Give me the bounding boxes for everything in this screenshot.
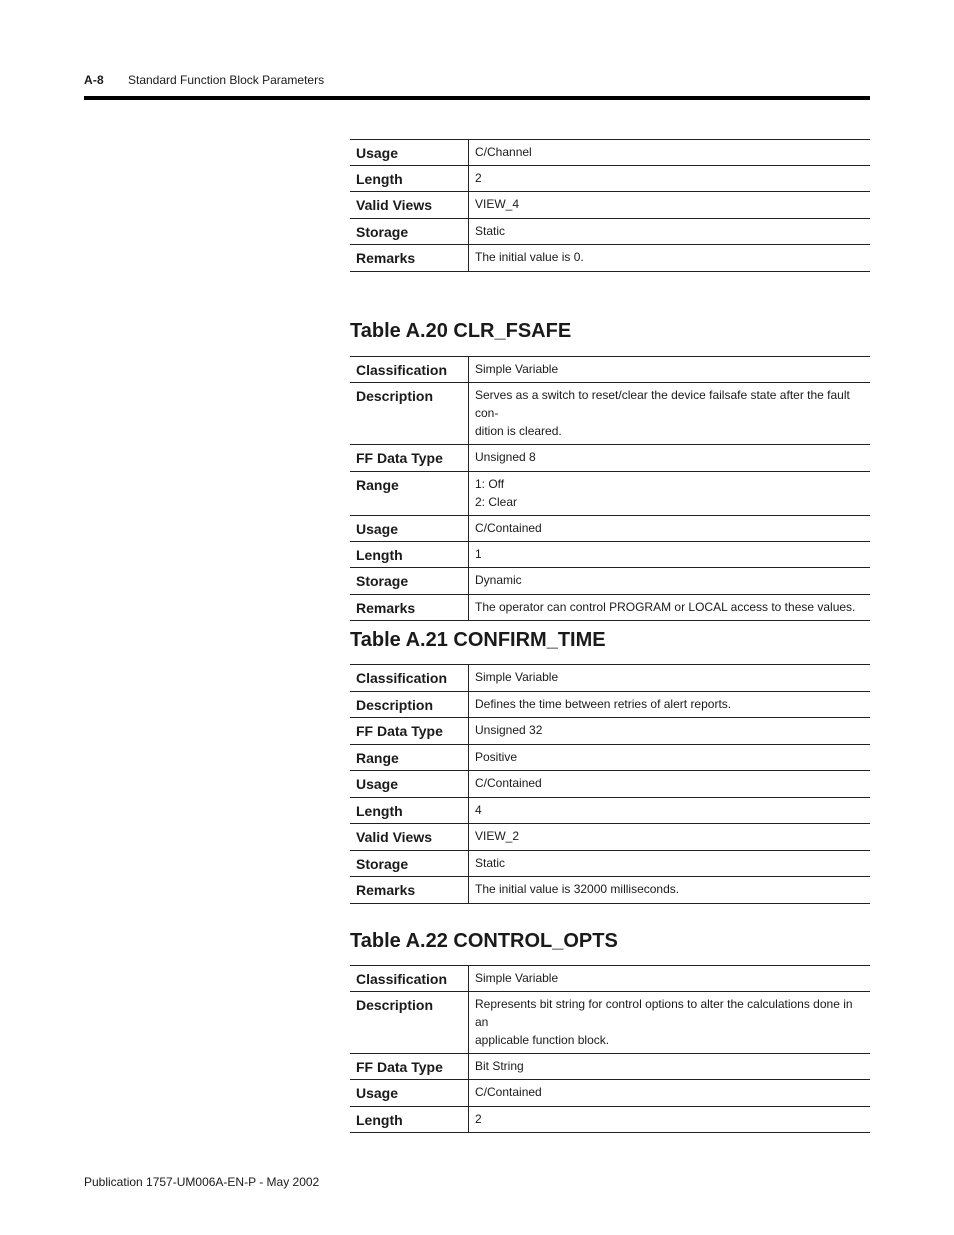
table-row <box>350 1054 870 1080</box>
param-key: Range <box>350 745 469 771</box>
param-value: Simple Variable <box>469 966 871 992</box>
table-row <box>350 824 870 851</box>
table-row <box>350 877 870 904</box>
param-value: 4 <box>469 798 871 824</box>
table-title-control-opts: Table A.22 CONTROL_OPTS <box>350 930 618 952</box>
table-row <box>350 1080 870 1107</box>
param-table-confirm-time <box>350 664 870 904</box>
param-value: C/Contained <box>469 1080 871 1107</box>
param-key: Classification <box>350 357 469 383</box>
table-row <box>350 383 870 445</box>
param-value: 2 <box>469 1107 871 1133</box>
table-row <box>350 140 870 166</box>
param-value: Positive <box>469 745 871 771</box>
param-value: Dynamic <box>469 568 871 595</box>
param-key: FF Data Type <box>350 718 469 745</box>
param-key: Storage <box>350 219 469 245</box>
table-row <box>350 516 870 542</box>
param-value: Serves as a switch to reset/clear the device failsafe state after the fault con- dition is cleared. <box>469 383 871 445</box>
table-row <box>350 166 870 192</box>
table-row <box>350 245 870 272</box>
param-value: VIEW_2 <box>469 824 871 851</box>
header-rule <box>84 96 870 100</box>
param-key: Usage <box>350 516 469 542</box>
table-title-clr-fsafe: Table A.20 CLR_FSAFE <box>350 320 572 342</box>
param-key: Valid Views <box>350 192 469 219</box>
table-row <box>350 992 870 1054</box>
table-title-confirm-time: Table A.21 CONFIRM_TIME <box>350 629 606 651</box>
param-value: C/Channel <box>469 140 871 166</box>
param-key: Length <box>350 542 469 568</box>
param-key: Remarks <box>350 245 469 272</box>
param-value: 1: Off 2: Clear <box>469 472 871 516</box>
param-value: Static <box>469 219 871 245</box>
param-key: Length <box>350 166 469 192</box>
table-row <box>350 357 870 383</box>
table-row <box>350 445 870 472</box>
param-key: Usage <box>350 771 469 798</box>
param-key: Length <box>350 798 469 824</box>
param-key: Storage <box>350 568 469 595</box>
param-key: Usage <box>350 140 469 166</box>
param-key: Classification <box>350 966 469 992</box>
table-row <box>350 851 870 877</box>
param-value: 2 <box>469 166 871 192</box>
param-key: Usage <box>350 1080 469 1107</box>
publication-footer: Publication 1757-UM006A-EN-P - May 2002 <box>84 1175 320 1189</box>
table-row <box>350 472 870 516</box>
param-value: Simple Variable <box>469 357 871 383</box>
table-row <box>350 745 870 771</box>
param-key: Valid Views <box>350 824 469 851</box>
table-row <box>350 692 870 718</box>
param-key: Description <box>350 383 469 445</box>
table-row <box>350 595 870 621</box>
param-key: FF Data Type <box>350 1054 469 1080</box>
table-row <box>350 1107 870 1133</box>
table-row <box>350 568 870 595</box>
param-key: Description <box>350 992 469 1054</box>
param-key: FF Data Type <box>350 445 469 472</box>
param-value: The initial value is 32000 milliseconds. <box>469 877 871 904</box>
table-row <box>350 219 870 245</box>
param-key: Range <box>350 472 469 516</box>
table-row <box>350 192 870 219</box>
param-value: Static <box>469 851 871 877</box>
page-header <box>84 73 325 87</box>
table-row <box>350 542 870 568</box>
param-key: Classification <box>350 665 469 692</box>
param-value: Defines the time between retries of alert reports. <box>469 692 871 718</box>
param-key: Description <box>350 692 469 718</box>
table-row <box>350 966 870 992</box>
param-value: The operator can control PROGRAM or LOCAL access to these values. <box>469 595 871 621</box>
param-value: C/Contained <box>469 516 871 542</box>
table-row <box>350 798 870 824</box>
param-value: Bit String <box>469 1054 871 1080</box>
page-number: A-8 <box>84 73 104 87</box>
table-row <box>350 718 870 745</box>
param-key: Remarks <box>350 877 469 904</box>
param-table-control-opts <box>350 965 870 1133</box>
param-value: C/Contained <box>469 771 871 798</box>
param-value: Unsigned 32 <box>469 718 871 745</box>
param-table-clr-fsafe <box>350 356 870 621</box>
table-row <box>350 665 870 692</box>
param-key: Length <box>350 1107 469 1133</box>
param-value: Simple Variable <box>469 665 871 692</box>
table-row <box>350 771 870 798</box>
param-value: The initial value is 0. <box>469 245 871 272</box>
param-key: Remarks <box>350 595 469 621</box>
param-key: Storage <box>350 851 469 877</box>
param-value: Unsigned 8 <box>469 445 871 472</box>
param-value: 1 <box>469 542 871 568</box>
param-value: VIEW_4 <box>469 192 871 219</box>
param-table-continued <box>350 139 870 272</box>
section-title: Standard Function Block Parameters <box>128 73 325 87</box>
param-value: Represents bit string for control options to alter the calculations done in an applicable function block. <box>469 992 871 1054</box>
